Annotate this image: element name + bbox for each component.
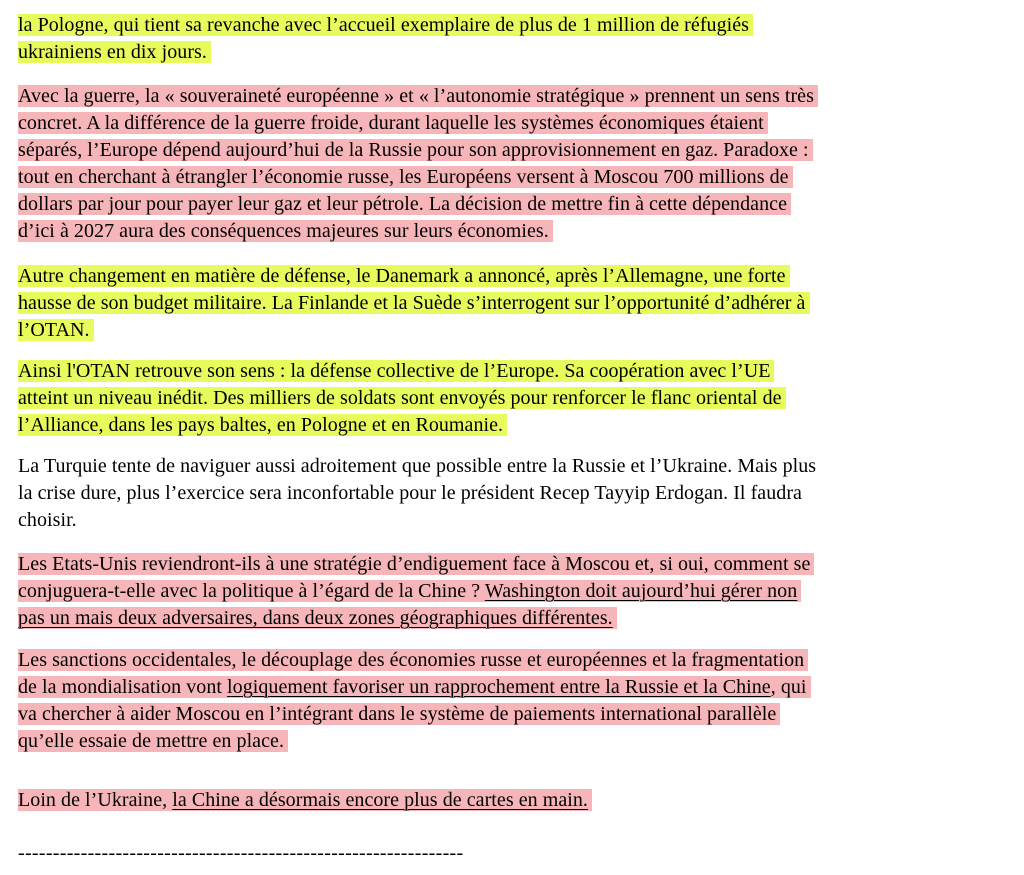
highlighted-text: tout en cherchant à étrangler l’économie russe, les Européens versent à Moscou 700 millions de [18, 166, 793, 188]
text-line [18, 317, 94, 344]
text-line [18, 412, 507, 439]
highlighted-text: Les sanctions occidentales, le découplage des économies russe et européennes et la fragmentation [18, 649, 808, 671]
text-line [18, 605, 617, 632]
highlighted-text: qu’elle essaie de mettre en place. [18, 730, 288, 752]
separator-line: ---------------------------------------------------------------- [18, 842, 464, 864]
text-line [18, 787, 592, 814]
text-line [18, 83, 818, 110]
highlighted-text: séparés, l’Europe dépend aujourd’hui de la Russie pour son approvisionnement en gaz. Paradoxe : [18, 139, 813, 161]
text-line [18, 191, 791, 218]
highlighted-text: l’OTAN. [18, 319, 94, 341]
highlighted-text [18, 580, 801, 602]
highlighted-text: concret. A la différence de la guerre froide, durant laquelle les systèmes économiques étaient [18, 112, 768, 134]
highlighted-text [18, 676, 811, 698]
text-line [18, 551, 814, 578]
highlighted-text: atteint un niveau inédit. Des milliers de soldats sont envoyés pour renforcer le flanc oriental de [18, 387, 786, 409]
text-line [18, 164, 793, 191]
text-line [18, 578, 801, 605]
highlighted-text: ukrainiens en dix jours. [18, 41, 211, 63]
text-segment: Loin de l’Ukraine, [18, 789, 173, 811]
text-line [18, 358, 774, 385]
highlighted-text: va chercher à aider Moscou en l’intégrant dans le système de paiements international parallèle [18, 703, 780, 725]
highlighted-text: l’Alliance, dans les pays baltes, en Pologne et en Roumanie. [18, 414, 507, 436]
highlighted-text: Autre changement en matière de défense, le Danemark a annoncé, après l’Allemagne, une forte [18, 265, 790, 287]
text-line [18, 385, 786, 412]
highlighted-text: dollars par jour pour payer leur gaz et leur pétrole. La décision de mettre fin à cette dépendance [18, 193, 791, 215]
text-segment: , qui [770, 676, 807, 698]
underlined-text: pas un mais deux adversaires, dans deux zones géographiques différentes. [18, 607, 617, 629]
text-line [18, 218, 553, 245]
underlined-text: logiquement favoriser un rapprochement entre la Russie et la Chine [227, 676, 771, 698]
highlighted-text: Ainsi l'OTAN retrouve son sens : la défense collective de l’Europe. Sa coopération avec l’UE [18, 360, 774, 382]
text-line [18, 674, 811, 701]
highlighted-text: d’ici à 2027 aura des conséquences majeures sur leurs économies. [18, 220, 553, 242]
highlighted-text: Avec la guerre, la « souveraineté européenne » et « l’autonomie stratégique » prennent un sens très [18, 85, 818, 107]
highlighted-text: Les Etats-Unis reviendront-ils à une stratégie d’endiguement face à Moscou et, si oui, comment se [18, 553, 814, 575]
text-line [18, 110, 768, 137]
underlined-text: Washington doit aujourd’hui gérer non [484, 580, 798, 602]
text-line [18, 290, 810, 317]
text-segment: de la mondialisation vont [18, 676, 228, 698]
text-line: la crise dure, plus l’exercice sera inconfortable pour le président Recep Tayyip Erdogan. Il faudra [18, 482, 802, 504]
text-line [18, 12, 753, 39]
text-line [18, 263, 790, 290]
text-line [18, 647, 808, 674]
text-line [18, 728, 288, 755]
text-line [18, 701, 780, 728]
text-line: choisir. [18, 509, 77, 531]
text-segment: conjuguera-t-elle avec la politique à l’égard de la Chine ? [18, 580, 485, 602]
underlined-text: la Chine a désormais encore plus de cartes en main. [172, 789, 588, 811]
text-line [18, 137, 813, 164]
highlighted-text: hausse de son budget militaire. La Finlande et la Suède s’interrogent sur l’opportunité d’adhérer à [18, 292, 810, 314]
text-line: La Turquie tente de naviguer aussi adroitement que possible entre la Russie et l’Ukraine. Mais plus [18, 455, 817, 477]
highlighted-text [18, 789, 592, 811]
highlighted-text: la Pologne, qui tient sa revanche avec l’accueil exemplaire de plus de 1 million de réfugiés [18, 14, 753, 36]
text-line [18, 39, 211, 66]
